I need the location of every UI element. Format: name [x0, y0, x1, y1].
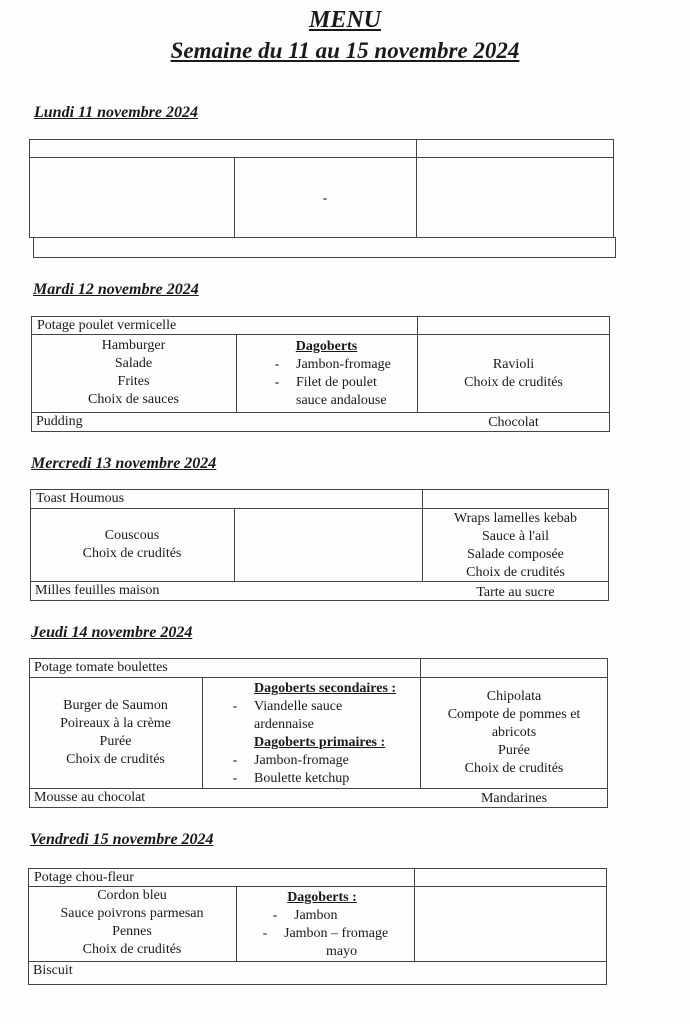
dessert-alt-mercredi: Tarte au sucre — [476, 585, 555, 600]
main-dish-mercredi: Couscous Choix de crudités — [82, 528, 182, 561]
dessert-mercredi: Milles feuilles maison — [35, 583, 160, 598]
day-heading-lundi: Lundi 11 novembre 2024 — [34, 104, 199, 121]
lundi-dash: - — [322, 191, 328, 206]
main-dish-jeudi: Burger de Saumon Poireaux à la crème Purée Choix de crudités — [60, 698, 171, 767]
dessert-mardi: Pudding — [36, 414, 83, 429]
alt-dish-mardi: Ravioli Choix de crudités — [464, 357, 563, 390]
soup-jeudi: Potage tomate boulettes — [34, 660, 168, 675]
day-heading-mercredi: Mercredi 13 novembre 2024 — [31, 455, 217, 472]
alt-dish-jeudi: Chipolata Compote de pommes et abricots Purée Choix de crudités — [447, 689, 581, 776]
starter-mercredi: Toast Houmous — [36, 491, 125, 506]
dagoberts-jeudi: Dagoberts secondaires : - Viandelle sauce ardennaise Dagoberts primaires : - Jambon-fromage - Boulette ketchup — [232, 681, 397, 786]
dagoberts-vendredi: Dagoberts : - Jambon - Jambon – fromage mayo — [262, 890, 389, 959]
dessert-alt-mardi: Chocolat — [488, 415, 539, 430]
soup-vendredi: Potage chou-fleur — [34, 870, 134, 885]
menu-title: MENU — [308, 7, 381, 33]
day-heading-jeudi: Jeudi 14 novembre 2024 — [31, 624, 193, 641]
dessert-jeudi: Mousse au chocolat — [34, 790, 146, 805]
main-dish-vendredi: Cordon bleu Sauce poivrons parmesan Pennes Choix de crudités — [60, 888, 204, 957]
soup-mardi: Potage poulet vermicelle — [37, 318, 177, 333]
dessert-alt-jeudi: Mandarines — [480, 791, 548, 806]
main-dish-mardi: Hamburger Salade Frites Choix de sauces — [88, 338, 179, 407]
alt-dish-mercredi: Wraps lamelles kebab Sauce à l'ail Salade composée Choix de crudités — [453, 511, 578, 580]
day-heading-mardi: Mardi 12 novembre 2024 — [33, 281, 199, 298]
day-heading-vendredi: Vendredi 15 novembre 2024 — [30, 831, 214, 848]
dagoberts-mardi: Dagoberts - Jambon-fromage - Filet de poulet sauce andalouse — [274, 339, 391, 408]
dessert-vendredi: Biscuit — [33, 963, 73, 978]
week-subtitle: Semaine du 11 au 15 novembre 2024 — [170, 38, 520, 63]
